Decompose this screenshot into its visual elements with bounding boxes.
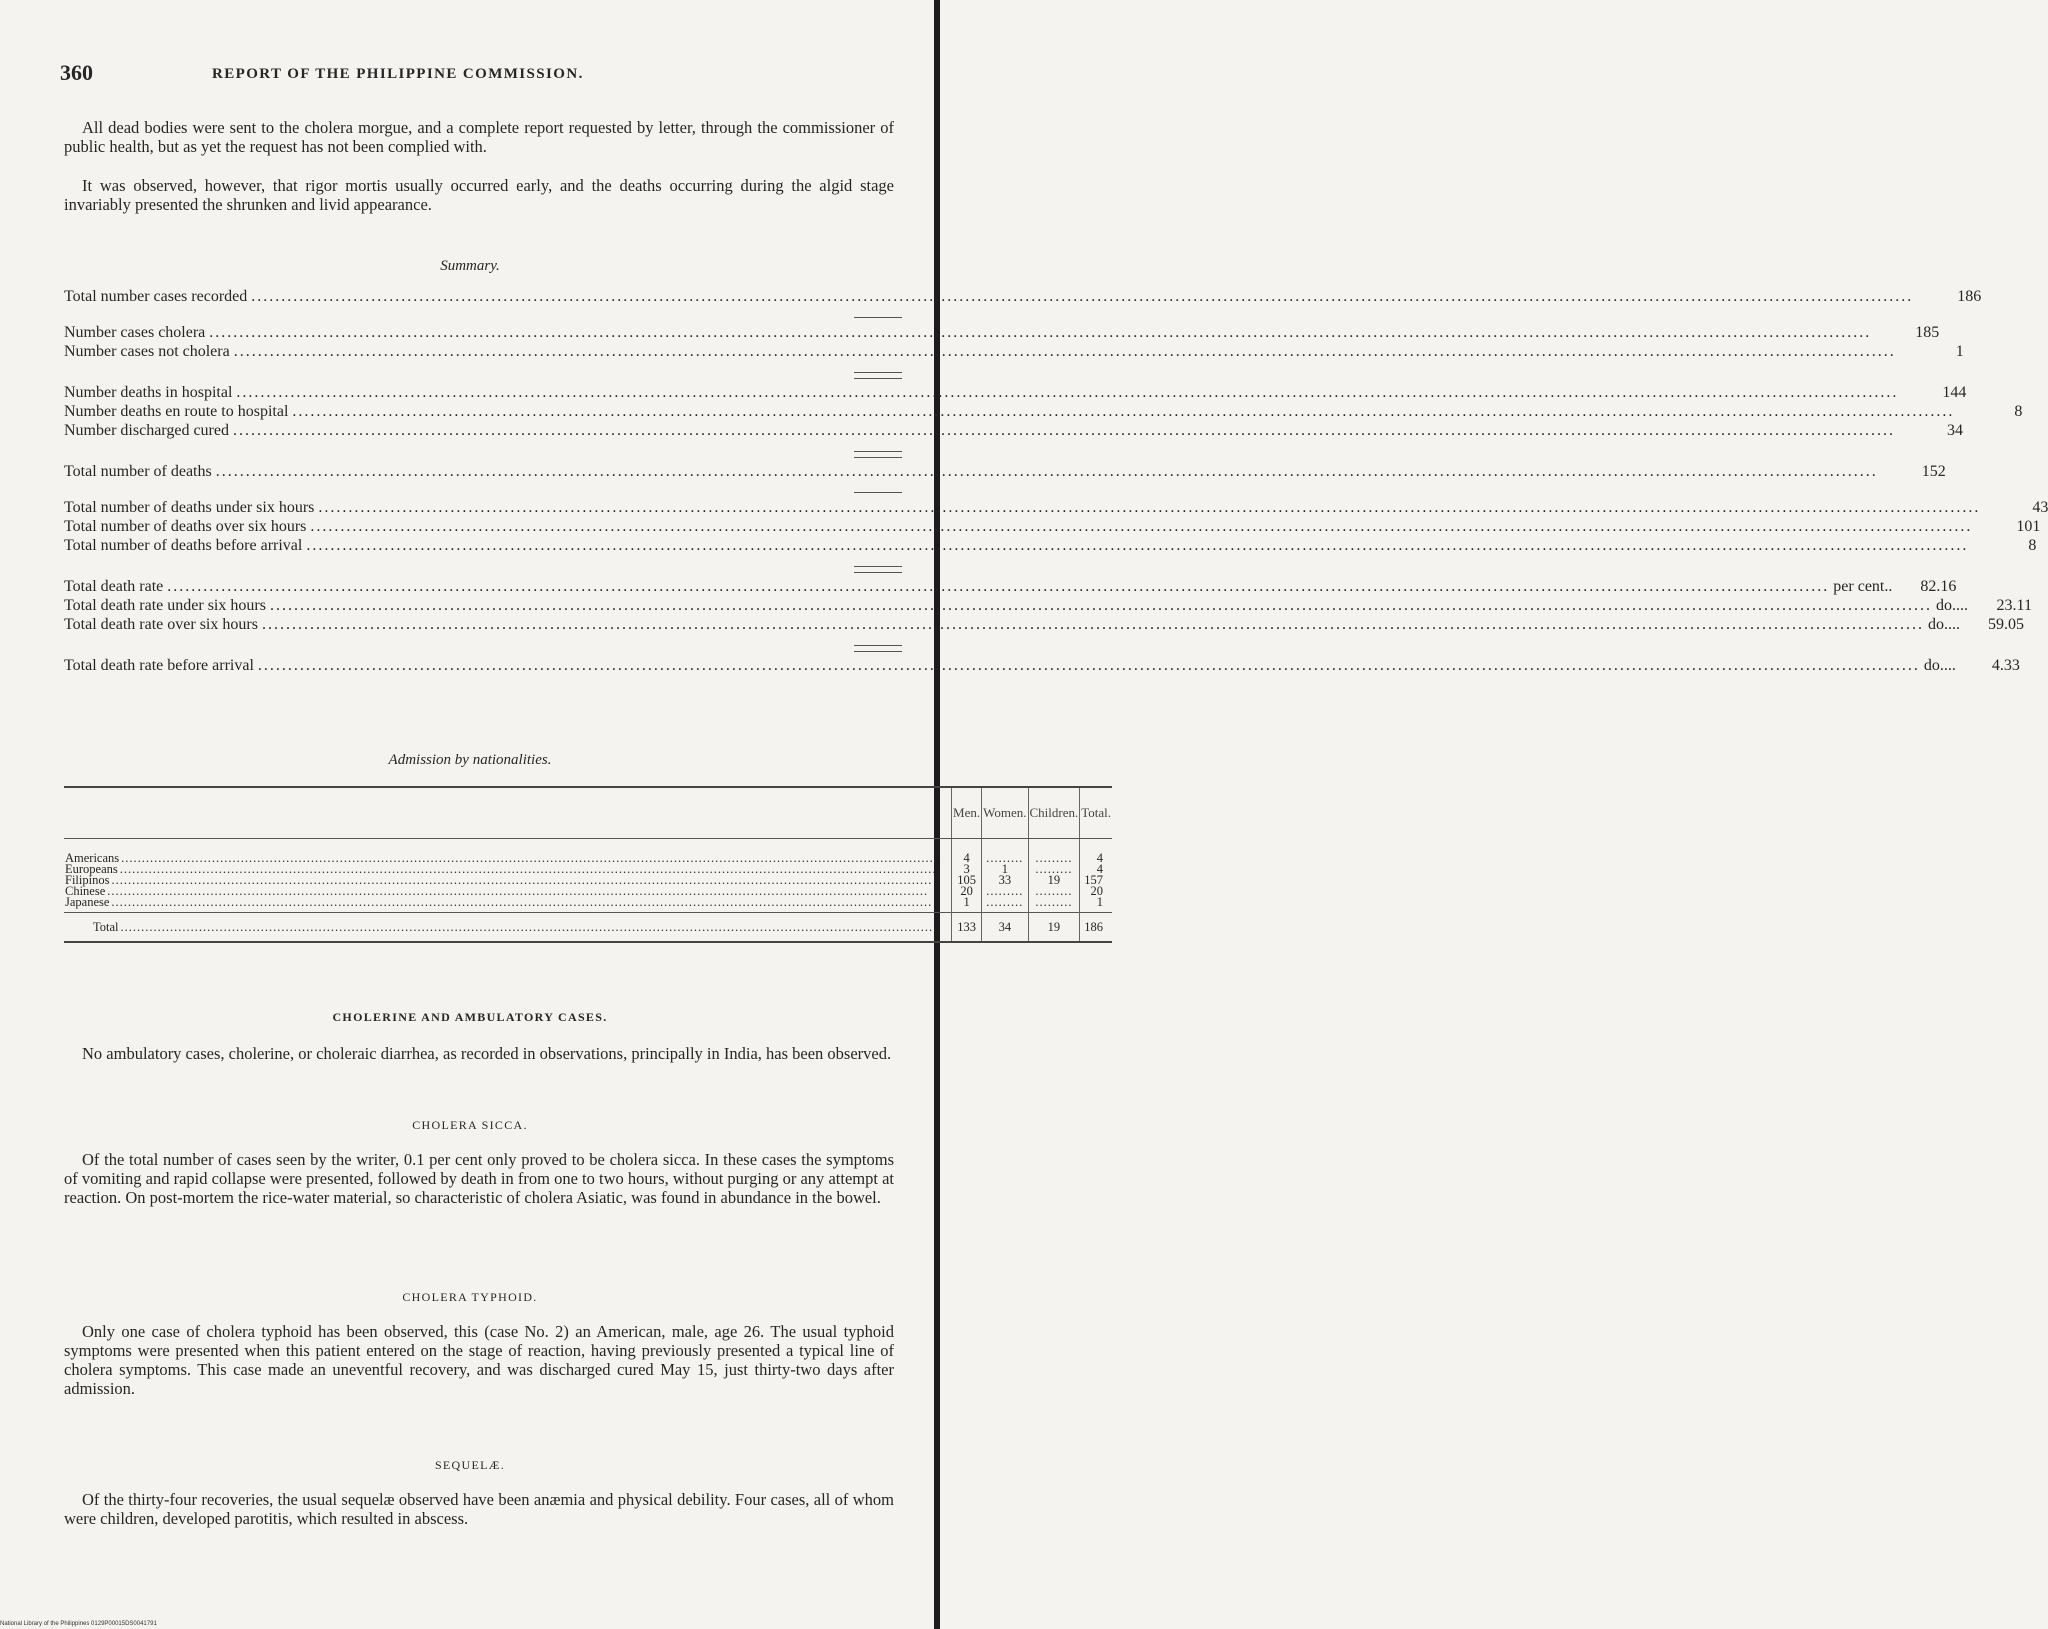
summary-group (64, 288, 1982, 307)
total-total: 186 (1084, 919, 1104, 934)
footer-stamp: National Library of the Philippines 0129P00015DS0041791 (0, 1621, 157, 1627)
summary-label: Total death rate (64, 578, 164, 595)
section-text-sequelae: Of the thirty-four recoveries, the usual sequelæ observed have been anæmia and physical debility. Four cases, all of whom were children, developed parotitis, which resulted in abscess. (64, 1490, 894, 1528)
section-title-sequelae: SEQUELÆ. (434, 1458, 506, 1472)
table-body (64, 839, 1112, 913)
summary-rule (854, 317, 902, 319)
table-header-row (64, 787, 1112, 839)
summary-label: Number cases cholera (64, 324, 206, 341)
intro-paragraph-2: It was observed, however, that rigor mortis usually occurred early, and the deaths occurring during the algid stage invariably presented the shrunken and livid appearance. (64, 176, 894, 214)
summary-label: Total death rate before arrival (64, 657, 254, 674)
summary-value: 1 (1955, 343, 1964, 360)
summary-group (64, 578, 2032, 635)
cell-children: 19 (1047, 873, 1061, 887)
summary-table (64, 288, 2048, 692)
summary-group (64, 463, 1946, 482)
cell-children-empty (1030, 897, 1079, 908)
cell-total: 4 (1096, 862, 1104, 876)
children-column (1028, 839, 1080, 913)
summary-rule (854, 645, 902, 652)
summary-value: 34 (1946, 422, 1963, 439)
cell-men: 105 (957, 873, 976, 887)
summary-row (64, 384, 1967, 403)
cell-women-empty (983, 897, 1026, 908)
cell-total: 20 (1090, 884, 1104, 898)
summary-value: 59.05 (1987, 616, 2024, 633)
summary-rule (854, 372, 902, 379)
total-children: 19 (1047, 919, 1061, 934)
summary-group (64, 657, 2020, 676)
nationalities-caption: Admission by nationalities. (388, 752, 552, 768)
summary-value: 144 (1942, 384, 1967, 401)
summary-label: Total number of deaths (64, 463, 212, 480)
total-women-cell (982, 913, 1028, 943)
summary-row (64, 324, 1940, 343)
col-header-total: Total. (1080, 787, 1112, 839)
intro-paragraph-1: All dead bodies were sent to the cholera morgue, and a complete report requested by letter, through the commissioner of public health, but as yet the request has not been complied with. (64, 118, 894, 156)
summary-value: 82.16 (1920, 578, 1957, 595)
cell-men: 4 (963, 851, 970, 865)
col-header-men: Men. (952, 787, 982, 839)
summary-group (64, 324, 1964, 362)
summary-group (64, 499, 2048, 556)
summary-rule (854, 566, 902, 573)
nationalities-table (64, 786, 1112, 943)
total-women: 34 (998, 919, 1012, 934)
summary-row (64, 463, 1946, 482)
summary-rule (854, 492, 902, 494)
summary-label: Total number of deaths before arrival (64, 537, 303, 554)
summary-row (64, 597, 2032, 616)
summary-label: Number deaths in hospital (64, 384, 233, 401)
nationality-name: Japanese (65, 895, 110, 909)
summary-group (64, 384, 2023, 441)
cell-women: 1 (1001, 862, 1008, 876)
summary-unit: do.... (1935, 597, 1968, 614)
page-number: 360 (60, 60, 93, 85)
summary-row (64, 288, 1982, 307)
section-text-cholerine: No ambulatory cases, cholerine, or choleraic diarrhea, as recorded in observations, principally in India, has been observed. (82, 1044, 892, 1063)
col-header-women: Women. (982, 787, 1028, 839)
summary-value: 185 (1915, 324, 1940, 341)
nationality-name: Americans (65, 851, 120, 865)
total-label: Total (93, 919, 119, 934)
summary-row (64, 537, 2037, 556)
header-spacer (64, 787, 952, 839)
summary-rule (854, 451, 902, 458)
summary-caption: Summary. (440, 258, 500, 274)
total-men-cell (952, 913, 982, 943)
summary-row (64, 578, 1957, 597)
summary-row (64, 518, 2041, 537)
summary-row (64, 657, 2020, 676)
summary-row (64, 343, 1964, 362)
summary-row (64, 403, 2023, 422)
summary-label: Number discharged cured (64, 422, 229, 439)
summary-row (64, 499, 2048, 518)
summary-value: 43 (2032, 499, 2048, 516)
section-text-cholera-typhoid: Only one case of cholera typhoid has been observed, this (case No. 2) an American, male, age 26. The usual typhoid symptoms were presented when this patient entered on the stage of reaction, having previously presented a typical line of cholera symptoms. This case made an uneventful recovery, and was discharged cured May 15, just thirty-two days after admission. (64, 1322, 894, 1398)
nationality-name: Chinese (65, 884, 106, 898)
section-title-cholera-typhoid: CHOLERA TYPHOID. (402, 1290, 538, 1304)
col-header-children: Children. (1028, 787, 1080, 839)
running-head: REPORT OF THE PHILIPPINE COMMISSION. (212, 66, 584, 82)
nationality-name: Filipinos (65, 873, 110, 887)
summary-label: Total number cases recorded (64, 288, 248, 305)
summary-label: Total death rate over six hours (64, 616, 258, 633)
summary-row (64, 616, 2024, 635)
table-row (65, 897, 950, 908)
cell-total: 4 (1096, 851, 1104, 865)
summary-unit: do.... (1927, 616, 1960, 633)
summary-row (64, 422, 1963, 441)
total-men: 133 (957, 919, 976, 934)
total-total-cell (1080, 913, 1112, 943)
cell-total: 1 (1096, 895, 1104, 909)
name-column (64, 839, 952, 913)
summary-label: Number deaths en route to hospital (64, 403, 289, 420)
total-column (1080, 839, 1112, 913)
section-text-cholera-sicca: Of the total number of cases seen by the writer, 0.1 per cent only proved to be cholera sicca. In these cases the symptoms of vomiting and rapid collapse were presented, followed by death in from one to two hours, without purging or any attempt at reaction. On post-mortem the rice-water material, so characteristic of cholera Asiatic, was found in abundance in the bowel. (64, 1150, 894, 1207)
nationality-name: Europeans (65, 862, 118, 876)
cell-men: 1 (963, 895, 970, 909)
cell-women: 33 (998, 873, 1012, 887)
cell-men: 20 (960, 884, 973, 898)
summary-value: 4.33 (1991, 657, 2020, 674)
section-title-cholera-sicca: CHOLERA SICCA. (412, 1118, 528, 1132)
total-children-cell (1028, 913, 1080, 943)
summary-label: Number cases not cholera (64, 343, 230, 360)
summary-label: Total number of deaths over six hours (64, 518, 307, 535)
summary-unit: per cent.. (1833, 578, 1893, 595)
summary-value: 23.11 (1996, 597, 2032, 614)
summary-unit: do.... (1923, 657, 1956, 674)
table-total-row (64, 913, 1112, 943)
summary-label: Total death rate under six hours (64, 597, 266, 614)
cell-total: 157 (1084, 873, 1104, 887)
men-column (952, 839, 982, 913)
cell-men: 3 (963, 862, 970, 876)
summary-value: 152 (1921, 463, 1946, 480)
women-column (982, 839, 1028, 913)
summary-label: Total number of deaths under six hours (64, 499, 315, 516)
summary-value: 101 (2016, 518, 2041, 535)
summary-value: 8 (2028, 537, 2037, 554)
total-name-cell (64, 913, 952, 943)
page-header (60, 60, 900, 90)
section-title-cholerine: CHOLERINE AND AMBULATORY CASES. (332, 1010, 608, 1024)
summary-value: 186 (1957, 288, 1982, 305)
summary-value: 8 (2014, 403, 2023, 420)
